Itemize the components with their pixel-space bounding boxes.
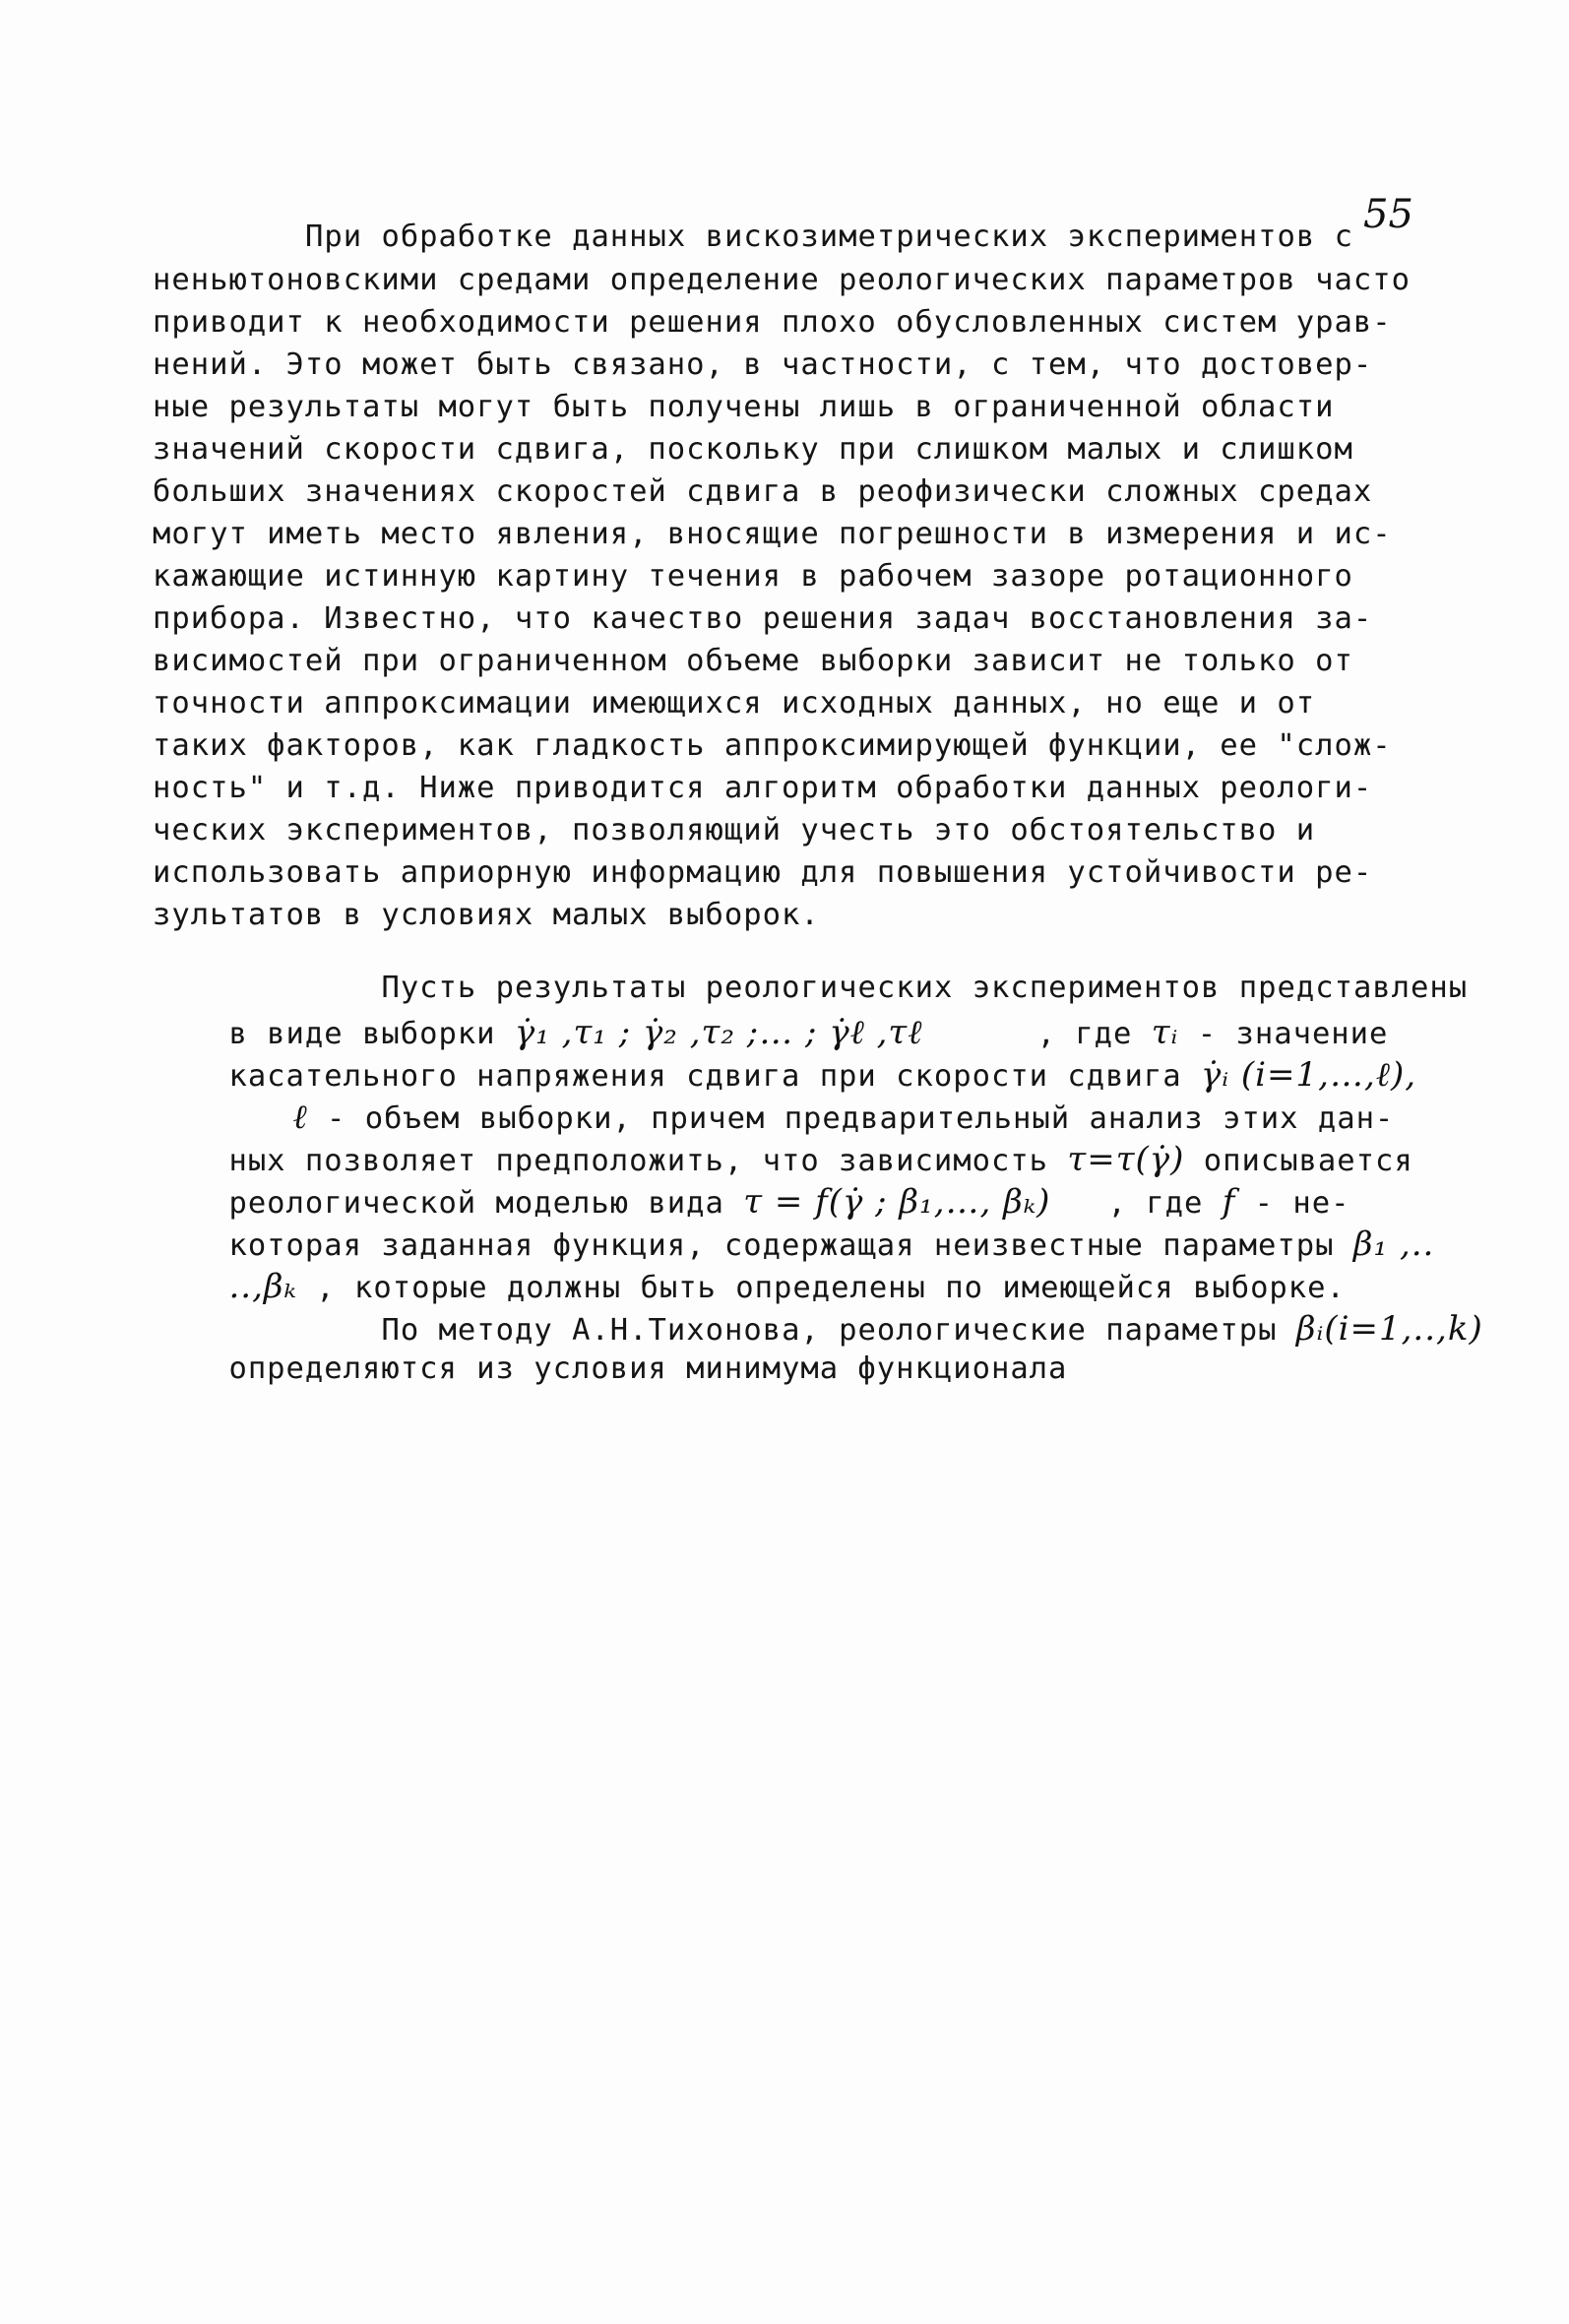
handwritten-formula: τ=τ(γ̇)	[1067, 1139, 1185, 1179]
text-segment: которая заданная функция, содержащая неизвестные параметры	[228, 1227, 1353, 1263]
text-segment: определяются из условия минимума функционала	[228, 1350, 1068, 1386]
handwritten-formula: βᵢ(i=1,..,k)	[1295, 1308, 1483, 1349]
text-line: зультатов в условиях малых выборок.	[153, 898, 820, 932]
text-line: могут иметь место явления, вносящие погрешности в измерения и ис-	[153, 517, 1392, 551]
handwritten-formula: τᵢ	[1151, 1012, 1179, 1052]
text-line: значений скорости сдвига, поскольку при слишком малых и слишком	[153, 432, 1353, 467]
text-line: кажающие истинную картину течения в рабочем зазоре ротационного	[153, 559, 1353, 594]
text-segment: - значение	[1178, 1016, 1389, 1051]
text-line: точности аппроксимации имеющихся исходных данных, но еще и от	[153, 686, 1316, 721]
text-segment: ных позволяет предположить, что зависимость	[228, 1143, 1068, 1178]
handwritten-formula: ..,βₖ	[228, 1266, 297, 1306]
page-number: 55	[1363, 192, 1413, 237]
handwritten-formula: f	[1222, 1181, 1236, 1222]
handwritten-formula: ℓ	[292, 1097, 308, 1137]
text-line: таких факторов, как гладкость аппроксимирующей функции, ее "слож-	[153, 728, 1392, 763]
text-segment: Пусть результаты реологических экспериментов представлены	[381, 970, 1469, 1005]
text-segment: - не-	[1235, 1185, 1350, 1221]
text-line: висимостей при ограниченном объеме выборки зависит не только от	[153, 644, 1353, 678]
text-line: неньютоновскими средами определение реологических параметров часто	[153, 263, 1411, 297]
text-segment: , которые должны быть определены по имеющейся выборке.	[296, 1270, 1346, 1305]
text-line: При обработке данных вискозиметрических экспериментов с	[305, 220, 1353, 254]
text-segment: , где	[1050, 1185, 1223, 1221]
text-line: ческих экспериментов, позволяющий учесть это обстоятельство и	[153, 813, 1316, 848]
handwritten-formula: τ = f(γ̇ ; β₁,…, βₖ)	[743, 1181, 1051, 1222]
text-segment: в виде выборки	[228, 1016, 515, 1051]
text-line: ность" и т.д. Ниже приводится алгоритм обработки данных реологи-	[153, 771, 1373, 805]
handwritten-formula: β₁ ,..	[1352, 1224, 1435, 1264]
text-line: прибора. Известно, что качество решения задач восстановления за-	[153, 601, 1373, 636]
text-segment: - объем выборки, причем предварительный анализ этих дан-	[307, 1100, 1395, 1136]
text-line: использовать априорную информацию для повышения устойчивости ре-	[153, 855, 1373, 890]
text-segment: описывается	[1184, 1143, 1413, 1178]
text-line: ные результаты могут быть получены лишь в ограниченной области	[153, 390, 1335, 424]
text-segment: По методу А.Н.Тихонова, реологические параметры	[381, 1312, 1296, 1348]
text-line: больших значениях скоростей сдвига в реофизически сложных средах	[153, 474, 1373, 509]
text-segment: касательного напряжения сдвига при скорости сдвига	[228, 1058, 1201, 1094]
text-line: нений. Это может быть связано, в частности, с тем, что достовер-	[153, 347, 1373, 382]
text-line	[153, 1324, 1067, 1414]
handwritten-formula: γ̇₁ ,τ₁ ; γ̇₂ ,τ₂ ;… ; γ̇ℓ ,τℓ	[514, 1012, 923, 1052]
handwritten-formula: γ̇ᵢ (i=1,…,ℓ),	[1200, 1054, 1417, 1095]
text-line: приводит к необходимости решения плохо обусловленных систем урав-	[153, 305, 1392, 340]
text-segment: реологической моделью вида	[228, 1185, 744, 1221]
text-segment: , где	[922, 1016, 1152, 1051]
